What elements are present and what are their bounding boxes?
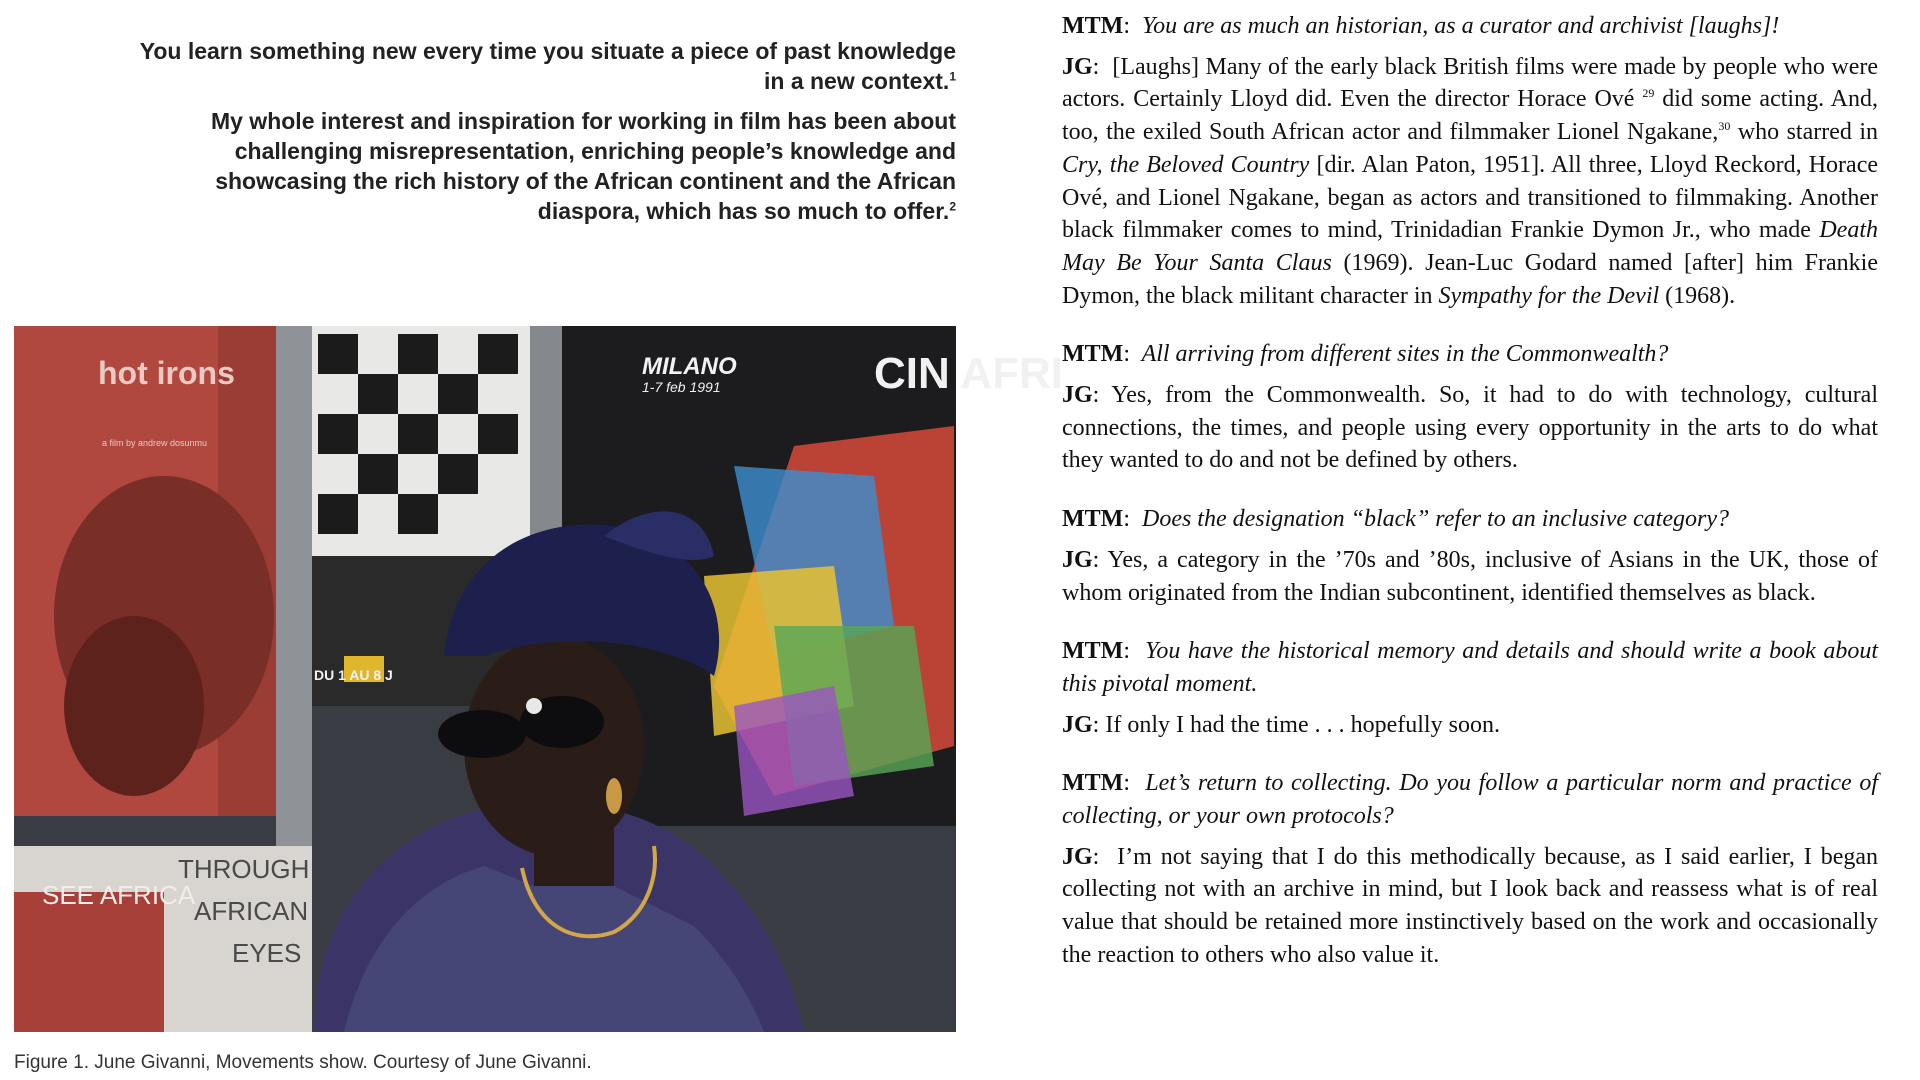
speaker-jg: JG :	[1062, 844, 1099, 870]
poster-hot-irons	[14, 326, 276, 816]
question-1	[1062, 10, 1878, 43]
answer-3	[1062, 544, 1878, 609]
question-3-text: Does the designation “black” refer to an inclusive category?	[1141, 506, 1729, 533]
answer-1-part-3: who starred in	[1730, 119, 1879, 146]
footnote-29: 29	[1642, 86, 1655, 101]
speaker-mtm: MTM :	[1062, 770, 1130, 796]
poster-milano-dates: 1-7 feb 1991	[642, 379, 721, 395]
answer-2-text: Yes, from the Commonwealth. So, it had to do with technology, cultural connections, the times, and people using every opportunity in the arts to do what they wanted to do and not be defined by others.	[1062, 382, 1879, 474]
speaker-jg: JG :	[1062, 712, 1099, 738]
interview-transcript	[1062, 10, 1878, 998]
poster-see-africa	[14, 846, 312, 1032]
question-5-text: Let’s return to collecting. Do you follow a particular norm and practice of collecting, or your own protocols?	[1062, 770, 1878, 830]
poster-center-text: DU 1 AU 8 J	[314, 667, 393, 683]
epigraph-2-text: My whole interest and inspiration for working in film has been about challenging misrepresentation, enriching people’s knowledge and showcasing the rich history of the African continent and the African diaspora, which has so much to offer.	[210, 108, 956, 224]
answer-4-text: If only I had the time . . . hopefully soon.	[1105, 711, 1500, 738]
question-4	[1062, 635, 1878, 700]
answer-5	[1062, 841, 1878, 972]
answer-1-part-1: [Laughs] Many of the early black British films were made by people who were actors. Certainly Lloyd did. Even the director Horace Ové	[1062, 53, 1879, 113]
answer-1-part-4: [dir. Alan Paton, 1951]. All three, Lloyd Reckord, Horace Ové, and Lionel Ngakane, began as actors and transitioned to filmmaking. Another black filmmaker comes to mind, Trinidadian Frankie Dymon Jr., who made	[1062, 151, 1878, 244]
answer-1-part-2: did some acting. And, too, the exiled South African actor and filmmaker Lionel Ngakane,	[1062, 86, 1878, 146]
speaker-mtm: MTM :	[1062, 341, 1130, 367]
question-5	[1062, 767, 1878, 832]
question-2	[1062, 338, 1878, 371]
answer-1	[1062, 51, 1878, 313]
answer-4	[1062, 709, 1878, 742]
answer-3-text: Yes, a category in the ’70s and ’80s, inclusive of Asians in the UK, those of whom originated from the Indian subcontinent, identified themselves as black.	[1062, 546, 1879, 606]
answer-1-part-6: (1968).	[1659, 282, 1736, 309]
speaker-mtm: MTM :	[1062, 13, 1130, 39]
figure-photo	[14, 326, 1064, 1032]
question-4-text: You have the historical memory and details and should write a book about this pivotal moment.	[1062, 638, 1878, 697]
answer-2	[1062, 379, 1878, 477]
exchange-5	[1062, 767, 1878, 971]
speaker-jg: JG :	[1062, 382, 1099, 408]
footnote-30: 30	[1718, 119, 1731, 134]
epigraphs	[120, 36, 956, 236]
poster-eyes-text: EYES	[232, 938, 302, 968]
poster-milano-cine: CIN AFRI	[874, 349, 1064, 398]
answer-5-text: I’m not saying that I do this methodically because, as I said earlier, I began collecting not with an archive in mind, but I look back and reassess what is of real value that should be retained more instinctively based on the work and occasionally the reaction to others who also value it.	[1062, 843, 1879, 968]
film-title-cry-the-beloved-country: Cry, the Beloved Country	[1062, 151, 1310, 178]
question-3	[1062, 503, 1878, 536]
epigraph-2-note: 2	[949, 199, 956, 214]
poster-hot-irons-sub: a film by andrew dosunmu	[102, 438, 208, 448]
speaker-jg: JG :	[1062, 547, 1099, 573]
speaker-mtm: MTM :	[1062, 506, 1130, 532]
poster-milano-head: MILANO	[642, 353, 737, 380]
speaker-mtm: MTM :	[1062, 638, 1130, 664]
answer-1-part-5: (1969). Jean-Luc Godard named [after] him Frankie Dymon, the black militant character in	[1062, 249, 1878, 309]
question-2-text: All arriving from different sites in the Commonwealth?	[1141, 341, 1669, 368]
poster-african-text: AFRICAN	[194, 896, 309, 926]
epigraph-1-text: You learn something new every time you situate a piece of past knowledge in a new context.	[139, 38, 956, 94]
epigraph-1-note: 1	[949, 69, 956, 84]
exchange-1	[1062, 10, 1878, 312]
poster-hot-irons-title: hot irons	[98, 355, 235, 391]
exchange-2	[1062, 338, 1878, 477]
exchange-4	[1062, 635, 1878, 741]
question-1-text: You are as much an historian, as a curator and archivist [laughs]!	[1141, 13, 1780, 39]
speaker-jg: JG :	[1062, 54, 1099, 80]
figure-caption: Figure 1. June Givanni, Movements show. Courtesy of June Givanni.	[14, 1052, 592, 1073]
film-title-sympathy-for-the-devil: Sympathy for the Devil	[1438, 282, 1660, 309]
epigraph-2	[120, 106, 956, 226]
poster-see-africa-text: SEE AFRICA	[42, 880, 196, 910]
exchange-3	[1062, 503, 1878, 609]
poster-through-text: THROUGH	[178, 854, 310, 884]
film-title-death-may-be-your-santa-claus: Death May Be Your Santa Claus	[1062, 217, 1878, 276]
epigraph-1	[120, 36, 956, 96]
